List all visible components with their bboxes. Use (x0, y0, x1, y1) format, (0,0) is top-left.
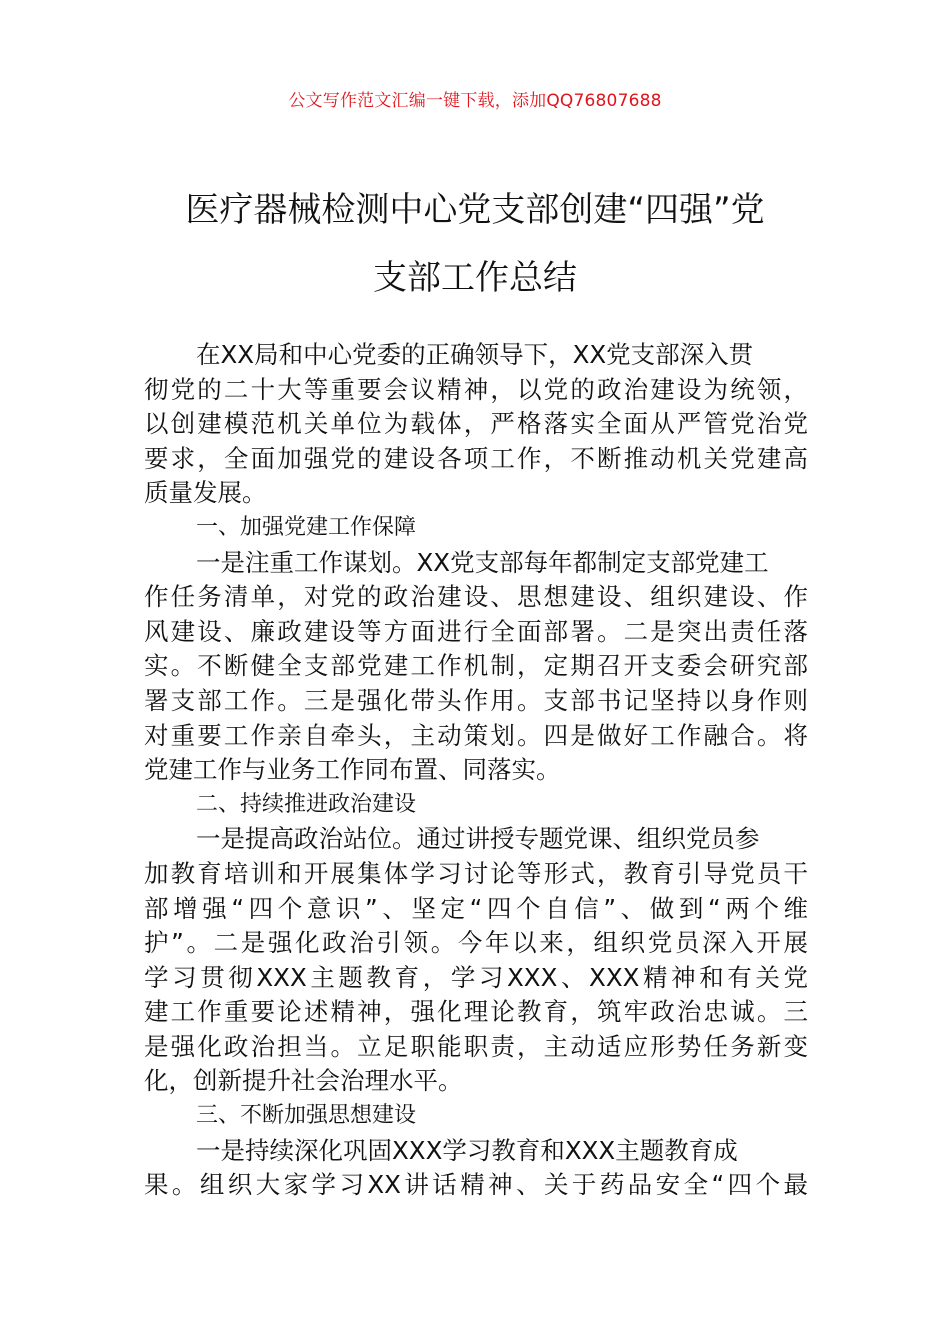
paragraph-line: 建工作重要论述精神，强化理论教育，筑牢政治忠诚。三 (144, 997, 808, 1027)
paragraph-line: 在XX局和中心党委的正确领导下，XX党支部深入贯 (196, 340, 754, 369)
paragraph-line: 对重要工作亲自牵头，主动策划。四是做好工作融合。将 (144, 720, 808, 750)
paragraph-line: 质量发展。 (144, 478, 267, 508)
paragraph-line: 署支部工作。三是强化带头作用。支部书记坚持以身作则 (144, 685, 808, 715)
paragraph-line: 学习贯彻XXX主题教育，学习XXX、XXX精神和有关党 (144, 962, 808, 992)
paragraph-line: 果。组织大家学习XX讲话精神、关于药品安全“四个最 (144, 1170, 808, 1200)
paragraph-line: 风建设、廉政建设等方面进行全面部署。二是突出责任落 (144, 616, 808, 646)
paragraph-line: 加教育培训和开展集体学习讨论等形式，教育引导党员干 (144, 858, 808, 888)
paragraph-line: 护”。二是强化政治引领。今年以来，组织党员深入开展 (144, 928, 808, 958)
paragraph-line: 以创建模范机关单位为载体，严格落实全面从严管党治党 (144, 409, 808, 439)
paragraph-line: 一是持续深化巩固XXX学习教育和XXX主题教育成 (196, 1135, 738, 1165)
paragraph-line: 党建工作与业务工作同布置、同落实。 (144, 755, 561, 785)
paragraph-line: 化，创新提升社会治理水平。 (144, 1066, 463, 1096)
download-notice: 公文写作范文汇编一键下载，添加QQ76807688 (288, 91, 662, 111)
document-title (150, 176, 800, 312)
document-body (144, 338, 808, 1203)
section-heading: 二、持续推进政治建设 (196, 791, 417, 817)
title-line-1: 医疗器械检测中心党支部创建“四强”党 (185, 190, 765, 230)
paragraph-line: 部增强“四个意识”、坚定“四个自信”、做到“两个维 (144, 893, 808, 923)
section-heading: 三、不断加强思想建设 (196, 1103, 417, 1129)
paragraph-line: 彻党的二十大等重要会议精神，以党的政治建设为统领， (144, 374, 808, 404)
title-line-2: 支部工作总结 (373, 258, 577, 298)
paragraph-line: 要求，全面加强党的建设各项工作，不断推动机关党建高 (144, 443, 808, 473)
section-heading: 一、加强党建工作保障 (196, 514, 417, 540)
paragraph-line: 一是提高政治站位。通过讲授专题党课、组织党员参 (196, 824, 760, 854)
paragraph-line: 作任务清单，对党的政治建设、思想建设、组织建设、作 (144, 582, 808, 612)
paragraph-line: 一是注重工作谋划。XX党支部每年都制定支部党建工 (196, 547, 769, 577)
paragraph-line: 是强化政治担当。立足职能职责，主动适应形势任务新变 (144, 1031, 808, 1061)
paragraph-line: 实。不断健全支部党建工作机制，定期召开支委会研究部 (144, 651, 808, 681)
